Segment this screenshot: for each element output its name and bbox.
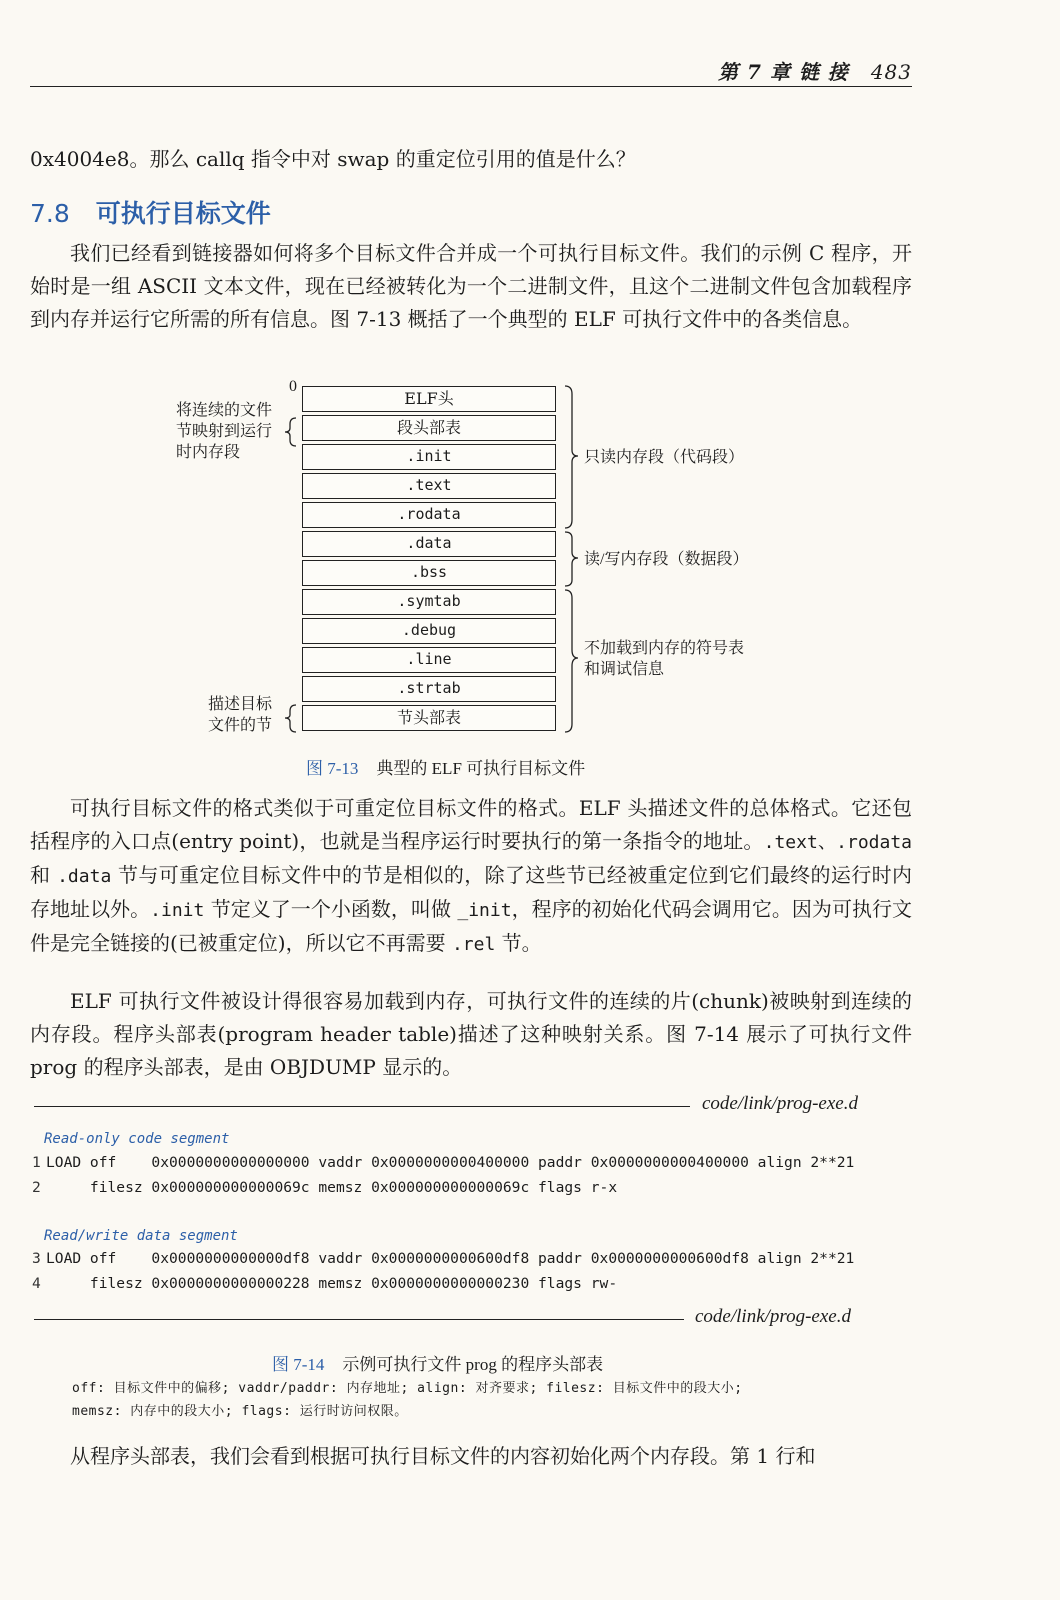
left-brace-top bbox=[285, 418, 296, 446]
offset-zero-label: 0 bbox=[289, 378, 297, 395]
section-box: .bss bbox=[302, 560, 556, 586]
page-number: 483 bbox=[870, 60, 912, 84]
right-label-not-loaded: 不加载到内存的符号表 和调试信息 bbox=[584, 640, 745, 678]
caption-number: 图 7-14 bbox=[272, 1355, 325, 1374]
left-brace-bottom bbox=[285, 705, 296, 732]
code-rule-bottom bbox=[34, 1319, 684, 1320]
paragraph-1: 我们已经看到链接器如何将多个目标文件合并成一个可执行目标文件。我们的示例 C 程序，开始时是一组 ASCII 文本文件，现在已经被转化为一个二进制文件，且这个二进制文件包含加载程序到内存并运行它所需的所有信息。图 7-13 概括了一个典型的 ELF 可执行文件中的各类信息。 bbox=[30, 241, 912, 331]
header-rule bbox=[30, 86, 912, 87]
section-box: .debug bbox=[302, 618, 556, 644]
code-comment-ro: Read-only code segment bbox=[44, 1131, 230, 1147]
code-path-top: code/link/prog-exe.d bbox=[702, 1093, 858, 1114]
figure-note-line-1: off: 目标文件中的偏移; vaddr/paddr: 内存地址; align: 对齐要求; filesz: 目标文件中的段大小; bbox=[72, 1381, 743, 1396]
figure-7-14-caption bbox=[272, 1350, 603, 1375]
code-rule-top bbox=[34, 1106, 690, 1107]
section-heading bbox=[30, 194, 271, 230]
section-box: .line bbox=[302, 647, 556, 673]
paragraph-4: 从程序头部表，我们会看到根据可执行目标文件的内容初始化两个内存段。第 1 行和 bbox=[70, 1444, 816, 1468]
code-line: 4 filesz 0x0000000000000228 memsz 0x0000000000000230 flags rw- bbox=[32, 1275, 618, 1292]
caption-text: 典型的 ELF 可执行目标文件 bbox=[376, 759, 586, 778]
section-box: 节头部表 bbox=[302, 705, 556, 731]
chapter-title: 第 7 章 链 接 bbox=[718, 60, 849, 84]
section-box: .rodata bbox=[302, 502, 556, 528]
code-line: 2 filesz 0x000000000000069c memsz 0x000000000000069c flags r-x bbox=[32, 1179, 618, 1196]
right-brace-rw bbox=[565, 532, 578, 586]
caption-number: 图 7-13 bbox=[306, 759, 359, 778]
code-comment-rw: Read/write data segment bbox=[44, 1228, 238, 1244]
figure-note-line-2: memsz: 内存中的段大小; flags: 运行时访问权限。 bbox=[72, 1404, 408, 1419]
left-label-top: 将连续的文件 节映射到运行 时内存段 bbox=[176, 402, 273, 461]
paragraph-2: 可执行目标文件的格式类似于可重定位目标文件的格式。ELF 头描述文件的总体格式。它还包括程序的入口点(entry point)，也就是当程序运行时要执行的第一条指令的地址。.text、.rodata 和 .data 节与可重定位目标文件中的节是相似的，除了这些节已经被重定位到它们最终的运行时内存地址以外。.init 节定义了一个小函数，叫做 _init，程序的初始化代码会调用它。因为可执行文件是完全链接的(已被重定位)，所以它不再需要 .rel 节。 bbox=[30, 796, 913, 955]
section-box: .init bbox=[302, 444, 556, 470]
running-header bbox=[718, 56, 912, 85]
section-box: 段头部表 bbox=[302, 415, 556, 441]
right-label-ro: 只读内存段（代码段） bbox=[584, 449, 745, 466]
code-line: 1 LOAD off 0x0000000000000000 vaddr 0x0000000000400000 paddr 0x0000000000400000 align 2**21 bbox=[32, 1154, 855, 1171]
right-brace-nl bbox=[565, 590, 578, 732]
paragraph-3: ELF 可执行文件被设计得很容易加载到内存，可执行文件的连续的片(chunk)被映射到连续的内存段。程序头部表(program header table)描述了这种映射关系。图 7-14 展示了可执行文件 prog 的程序头部表，是由 OBJDUMP 显示的。 bbox=[30, 989, 913, 1079]
lead-line: 0x4004e8。那么 callq 指令中对 swap 的重定位引用的值是什么？ bbox=[30, 147, 636, 171]
elf-diagram bbox=[160, 372, 800, 744]
left-label-bottom: 描述目标 文件的节 bbox=[208, 696, 273, 734]
code-path-bottom: code/link/prog-exe.d bbox=[695, 1306, 851, 1327]
section-box: .data bbox=[302, 531, 556, 557]
section-number: 7.8 bbox=[30, 199, 70, 228]
section-box: .text bbox=[302, 473, 556, 499]
section-box: .strtab bbox=[302, 676, 556, 702]
code-line: 3 LOAD off 0x0000000000000df8 vaddr 0x0000000000600df8 paddr 0x0000000000600df8 align 2**21 bbox=[32, 1250, 855, 1267]
section-box: .symtab bbox=[302, 589, 556, 615]
right-brace-ro bbox=[565, 386, 578, 528]
right-label-rw: 读/写内存段（数据段） bbox=[584, 551, 749, 568]
figure-7-13-caption bbox=[306, 754, 585, 779]
section-box: ELF头 bbox=[302, 386, 556, 412]
caption-text: 示例可执行文件 prog 的程序头部表 bbox=[342, 1355, 604, 1374]
section-title: 可执行目标文件 bbox=[95, 199, 271, 228]
